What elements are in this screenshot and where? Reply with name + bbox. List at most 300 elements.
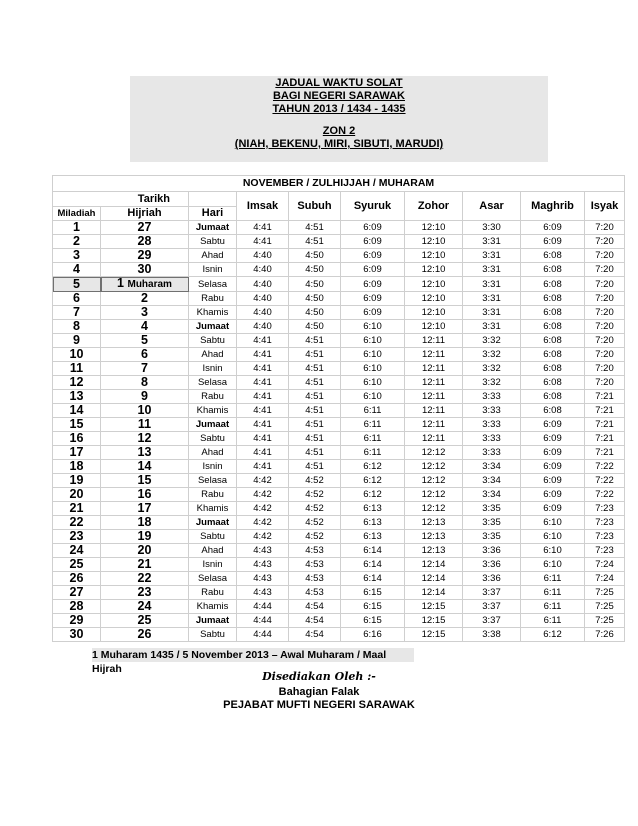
isyak-cell: 7:20: [585, 306, 625, 320]
maghrib-cell: 6:09: [521, 488, 585, 502]
syuruk-cell: 6:14: [341, 558, 405, 572]
imsak-cell: 4:41: [237, 362, 289, 376]
miladiah-cell: 19: [53, 474, 101, 488]
asar-header: Asar: [463, 192, 521, 221]
asar-cell: 3:37: [463, 614, 521, 628]
zohor-cell: 12:10: [405, 235, 463, 249]
prayer-times-table: [52, 175, 625, 642]
isyak-cell: 7:20: [585, 292, 625, 306]
title-line-1: JADUAL WAKTU SOLAT: [275, 77, 403, 89]
table-row: [53, 460, 625, 474]
hijriah-cell: [101, 277, 189, 292]
title-line-3: TAHUN 2013 / 1434 - 1435: [272, 103, 406, 115]
maghrib-cell: 6:08: [521, 320, 585, 334]
prayer-times-table-wrap: [52, 175, 624, 642]
subuh-cell: 4:52: [289, 516, 341, 530]
miladiah-cell: 24: [53, 544, 101, 558]
zohor-cell: 12:11: [405, 390, 463, 404]
isyak-header: Isyak: [585, 192, 625, 221]
isyak-cell: 7:24: [585, 572, 625, 586]
zohor-cell: 12:11: [405, 404, 463, 418]
isyak-cell: 7:25: [585, 600, 625, 614]
zohor-cell: 12:11: [405, 418, 463, 432]
table-row: [53, 432, 625, 446]
hari-cell: Sabtu: [189, 432, 237, 446]
syuruk-cell: 6:09: [341, 292, 405, 306]
department-name: Bahagian Falak: [278, 686, 360, 698]
zohor-cell: 12:14: [405, 586, 463, 600]
subuh-cell: 4:53: [289, 572, 341, 586]
subuh-cell: 4:51: [289, 348, 341, 362]
table-row: [53, 334, 625, 348]
maghrib-cell: 6:08: [521, 376, 585, 390]
hari-cell: Jumaat: [189, 221, 237, 235]
imsak-cell: 4:41: [237, 404, 289, 418]
miladiah-cell: 27: [53, 586, 101, 600]
maghrib-cell: 6:10: [521, 558, 585, 572]
imsak-cell: 4:41: [237, 460, 289, 474]
asar-cell: 3:34: [463, 474, 521, 488]
syuruk-cell: 6:11: [341, 404, 405, 418]
miladiah-cell: 21: [53, 502, 101, 516]
zohor-cell: 12:14: [405, 572, 463, 586]
imsak-header: Imsak: [237, 192, 289, 221]
zohor-cell: 12:11: [405, 432, 463, 446]
syuruk-cell: 6:15: [341, 600, 405, 614]
table-row: [53, 235, 625, 249]
isyak-cell: 7:25: [585, 614, 625, 628]
asar-cell: 3:32: [463, 376, 521, 390]
hijriah-cell: 29: [101, 249, 189, 263]
hijriah-cell: 11: [101, 418, 189, 432]
imsak-cell: 4:42: [237, 488, 289, 502]
table-row: [53, 221, 625, 235]
hijriah-cell: 16: [101, 488, 189, 502]
asar-cell: 3:33: [463, 446, 521, 460]
imsak-cell: 4:40: [237, 249, 289, 263]
hari-cell: Sabtu: [189, 628, 237, 642]
isyak-cell: 7:20: [585, 249, 625, 263]
maghrib-cell: 6:10: [521, 530, 585, 544]
miladiah-cell: 14: [53, 404, 101, 418]
syuruk-cell: 6:10: [341, 390, 405, 404]
maghrib-cell: 6:09: [521, 221, 585, 235]
imsak-cell: 4:44: [237, 614, 289, 628]
hari-cell: Rabu: [189, 390, 237, 404]
miladiah-cell: 26: [53, 572, 101, 586]
imsak-cell: 4:43: [237, 558, 289, 572]
asar-cell: 3:37: [463, 586, 521, 600]
table-row: [53, 474, 625, 488]
asar-cell: 3:35: [463, 516, 521, 530]
imsak-cell: 4:41: [237, 432, 289, 446]
hari-cell: Ahad: [189, 249, 237, 263]
hari-cell: Ahad: [189, 544, 237, 558]
imsak-cell: 4:42: [237, 516, 289, 530]
asar-cell: 3:35: [463, 502, 521, 516]
hari-cell: Rabu: [189, 292, 237, 306]
zohor-cell: 12:10: [405, 320, 463, 334]
asar-cell: 3:32: [463, 362, 521, 376]
asar-cell: 3:36: [463, 558, 521, 572]
hijriah-month: Muharam: [127, 279, 172, 290]
hari-cell: Khamis: [189, 502, 237, 516]
hijriah-cell: 23: [101, 586, 189, 600]
hari-header-spacer: [189, 192, 237, 207]
syuruk-cell: 6:15: [341, 614, 405, 628]
asar-cell: 3:31: [463, 235, 521, 249]
hijriah-cell: 13: [101, 446, 189, 460]
imsak-cell: 4:43: [237, 572, 289, 586]
table-row: [53, 488, 625, 502]
imsak-cell: 4:42: [237, 502, 289, 516]
maghrib-cell: 6:08: [521, 334, 585, 348]
table-row: [53, 558, 625, 572]
syuruk-cell: 6:10: [341, 320, 405, 334]
hari-cell: Jumaat: [189, 320, 237, 334]
zohor-cell: 12:10: [405, 277, 463, 292]
subuh-cell: 4:52: [289, 474, 341, 488]
table-row: [53, 502, 625, 516]
hijriah-cell: 30: [101, 263, 189, 277]
asar-cell: 3:33: [463, 390, 521, 404]
miladiah-cell: 5: [53, 277, 101, 292]
hari-cell: Ahad: [189, 348, 237, 362]
asar-cell: 3:36: [463, 572, 521, 586]
isyak-cell: 7:23: [585, 530, 625, 544]
table-row: [53, 586, 625, 600]
hari-cell: Jumaat: [189, 418, 237, 432]
office-name: PEJABAT MUFTI NEGERI SARAWAK: [223, 699, 415, 711]
syuruk-cell: 6:11: [341, 432, 405, 446]
miladiah-header: Miladiah: [53, 207, 101, 221]
syuruk-cell: 6:09: [341, 221, 405, 235]
isyak-cell: 7:20: [585, 334, 625, 348]
isyak-cell: 7:23: [585, 502, 625, 516]
table-row: [53, 418, 625, 432]
hijriah-cell: 8: [101, 376, 189, 390]
table-row: [53, 376, 625, 390]
maghrib-cell: 6:11: [521, 572, 585, 586]
hari-cell: Jumaat: [189, 516, 237, 530]
hijriah-cell: 9: [101, 390, 189, 404]
table-row: [53, 306, 625, 320]
hijriah-cell: 26: [101, 628, 189, 642]
maghrib-cell: 6:08: [521, 362, 585, 376]
hijriah-header: Hijriah: [101, 207, 189, 221]
syuruk-cell: 6:16: [341, 628, 405, 642]
asar-cell: 3:30: [463, 221, 521, 235]
asar-cell: 3:34: [463, 460, 521, 474]
imsak-cell: 4:40: [237, 292, 289, 306]
miladiah-cell: 10: [53, 348, 101, 362]
isyak-cell: 7:23: [585, 516, 625, 530]
isyak-cell: 7:21: [585, 418, 625, 432]
isyak-cell: 7:22: [585, 460, 625, 474]
miladiah-cell: 2: [53, 235, 101, 249]
hijriah-cell: 15: [101, 474, 189, 488]
isyak-cell: 7:21: [585, 390, 625, 404]
table-row: [53, 390, 625, 404]
hari-cell: Rabu: [189, 586, 237, 600]
zone-title: ZON 2: [322, 125, 356, 137]
maghrib-cell: 6:10: [521, 544, 585, 558]
table-row: [53, 544, 625, 558]
imsak-cell: 4:40: [237, 306, 289, 320]
imsak-cell: 4:40: [237, 263, 289, 277]
syuruk-cell: 6:09: [341, 235, 405, 249]
syuruk-cell: 6:10: [341, 362, 405, 376]
asar-cell: 3:32: [463, 334, 521, 348]
miladiah-cell: 8: [53, 320, 101, 334]
hari-cell: Isnin: [189, 460, 237, 474]
subuh-cell: 4:51: [289, 334, 341, 348]
zohor-cell: 12:13: [405, 516, 463, 530]
subuh-cell: 4:50: [289, 306, 341, 320]
maghrib-cell: 6:09: [521, 502, 585, 516]
asar-cell: 3:31: [463, 306, 521, 320]
isyak-cell: 7:20: [585, 320, 625, 334]
subuh-cell: 4:53: [289, 558, 341, 572]
hari-cell: Selasa: [189, 474, 237, 488]
isyak-cell: 7:21: [585, 404, 625, 418]
hari-cell: Sabtu: [189, 530, 237, 544]
table-row: [53, 292, 625, 306]
hari-cell: Khamis: [189, 600, 237, 614]
zohor-cell: 12:15: [405, 628, 463, 642]
zohor-cell: 12:12: [405, 446, 463, 460]
zohor-cell: 12:10: [405, 249, 463, 263]
subuh-cell: 4:50: [289, 277, 341, 292]
table-row: [53, 320, 625, 334]
subuh-cell: 4:52: [289, 502, 341, 516]
hari-cell: Sabtu: [189, 235, 237, 249]
imsak-cell: 4:43: [237, 586, 289, 600]
zohor-cell: 12:12: [405, 460, 463, 474]
imsak-cell: 4:41: [237, 418, 289, 432]
maghrib-cell: 6:11: [521, 586, 585, 600]
imsak-cell: 4:42: [237, 530, 289, 544]
imsak-cell: 4:44: [237, 600, 289, 614]
maghrib-cell: 6:08: [521, 277, 585, 292]
hijriah-cell: 25: [101, 614, 189, 628]
zohor-header: Zohor: [405, 192, 463, 221]
prepared-by-label: Disediakan Oleh :-: [262, 670, 376, 683]
asar-cell: 3:31: [463, 249, 521, 263]
hijriah-cell: 7: [101, 362, 189, 376]
awal-muharam-note: 1 Muharam 1435 / 5 November 2013 – Awal Muharam / Maal Hijrah: [92, 648, 414, 662]
subuh-cell: 4:54: [289, 628, 341, 642]
miladiah-cell: 4: [53, 263, 101, 277]
hari-cell: Isnin: [189, 263, 237, 277]
maghrib-cell: 6:09: [521, 460, 585, 474]
table-row: [53, 362, 625, 376]
isyak-cell: 7:26: [585, 628, 625, 642]
maghrib-cell: 6:11: [521, 600, 585, 614]
imsak-cell: 4:41: [237, 334, 289, 348]
isyak-cell: 7:22: [585, 488, 625, 502]
asar-cell: 3:32: [463, 348, 521, 362]
hijriah-cell: 19: [101, 530, 189, 544]
miladiah-cell: 22: [53, 516, 101, 530]
hijriah-cell: 2: [101, 292, 189, 306]
hari-cell: Selasa: [189, 376, 237, 390]
zohor-cell: 12:10: [405, 306, 463, 320]
table-row: [53, 348, 625, 362]
isyak-cell: 7:20: [585, 263, 625, 277]
zohor-cell: 12:10: [405, 292, 463, 306]
imsak-cell: 4:41: [237, 376, 289, 390]
table-row: [53, 614, 625, 628]
syuruk-cell: 6:11: [341, 446, 405, 460]
zohor-cell: 12:10: [405, 263, 463, 277]
hijriah-cell: 18: [101, 516, 189, 530]
miladiah-cell: 23: [53, 530, 101, 544]
isyak-cell: 7:20: [585, 277, 625, 292]
hari-cell: Isnin: [189, 558, 237, 572]
table-row: [53, 628, 625, 642]
hijriah-cell: 24: [101, 600, 189, 614]
syuruk-cell: 6:09: [341, 249, 405, 263]
hari-cell: Isnin: [189, 362, 237, 376]
maghrib-header: Maghrib: [521, 192, 585, 221]
subuh-cell: 4:53: [289, 586, 341, 600]
miladiah-cell: 15: [53, 418, 101, 432]
subuh-cell: 4:51: [289, 376, 341, 390]
hijriah-cell: 4: [101, 320, 189, 334]
hijriah-cell: 14: [101, 460, 189, 474]
hari-cell: Khamis: [189, 306, 237, 320]
syuruk-cell: 6:10: [341, 376, 405, 390]
syuruk-cell: 6:09: [341, 306, 405, 320]
isyak-cell: 7:25: [585, 586, 625, 600]
zohor-cell: 12:12: [405, 488, 463, 502]
isyak-cell: 7:23: [585, 544, 625, 558]
maghrib-cell: 6:09: [521, 235, 585, 249]
maghrib-cell: 6:08: [521, 404, 585, 418]
hari-cell: Selasa: [189, 277, 237, 292]
hari-cell: Rabu: [189, 488, 237, 502]
imsak-cell: 4:42: [237, 474, 289, 488]
miladiah-cell: 29: [53, 614, 101, 628]
asar-cell: 3:33: [463, 418, 521, 432]
subuh-cell: 4:51: [289, 362, 341, 376]
maghrib-cell: 6:08: [521, 249, 585, 263]
asar-cell: 3:33: [463, 432, 521, 446]
miladiah-cell: 11: [53, 362, 101, 376]
subuh-header: Subuh: [289, 192, 341, 221]
subuh-cell: 4:50: [289, 320, 341, 334]
subuh-cell: 4:54: [289, 614, 341, 628]
zone-areas: (NIAH, BEKENU, MIRI, SIBUTI, MARUDI): [234, 138, 444, 150]
table-row: [53, 249, 625, 263]
hijriah-day: 1: [117, 276, 124, 290]
imsak-cell: 4:41: [237, 390, 289, 404]
maghrib-cell: 6:08: [521, 348, 585, 362]
miladiah-cell: 25: [53, 558, 101, 572]
syuruk-cell: 6:13: [341, 502, 405, 516]
hijriah-cell: 6: [101, 348, 189, 362]
zohor-cell: 12:10: [405, 221, 463, 235]
syuruk-cell: 6:13: [341, 516, 405, 530]
maghrib-cell: 6:09: [521, 432, 585, 446]
syuruk-cell: 6:09: [341, 277, 405, 292]
miladiah-cell: 30: [53, 628, 101, 642]
tarikh-header: Tarikh: [53, 192, 189, 207]
maghrib-cell: 6:08: [521, 292, 585, 306]
zohor-cell: 12:13: [405, 544, 463, 558]
syuruk-cell: 6:15: [341, 586, 405, 600]
syuruk-cell: 6:12: [341, 474, 405, 488]
subuh-cell: 4:52: [289, 530, 341, 544]
isyak-cell: 7:20: [585, 235, 625, 249]
table-row: [53, 277, 625, 292]
zohor-cell: 12:11: [405, 334, 463, 348]
table-row: [53, 404, 625, 418]
hari-cell: Sabtu: [189, 334, 237, 348]
zohor-cell: 12:12: [405, 502, 463, 516]
asar-cell: 3:35: [463, 530, 521, 544]
subuh-cell: 4:51: [289, 390, 341, 404]
table-row: [53, 516, 625, 530]
subuh-cell: 4:51: [289, 446, 341, 460]
hijriah-cell: 22: [101, 572, 189, 586]
hari-header: Hari: [189, 207, 237, 221]
subuh-cell: 4:54: [289, 600, 341, 614]
miladiah-cell: 13: [53, 390, 101, 404]
syuruk-cell: 6:10: [341, 348, 405, 362]
imsak-cell: 4:41: [237, 221, 289, 235]
hari-cell: Ahad: [189, 446, 237, 460]
hijriah-cell: 5: [101, 334, 189, 348]
isyak-cell: 7:24: [585, 558, 625, 572]
syuruk-cell: 6:10: [341, 334, 405, 348]
maghrib-cell: 6:08: [521, 263, 585, 277]
miladiah-cell: 6: [53, 292, 101, 306]
hijriah-cell: 12: [101, 432, 189, 446]
hijriah-cell: 3: [101, 306, 189, 320]
table-row: [53, 572, 625, 586]
syuruk-cell: 6:09: [341, 263, 405, 277]
isyak-cell: 7:20: [585, 221, 625, 235]
title-block: [130, 76, 548, 162]
imsak-cell: 4:43: [237, 544, 289, 558]
syuruk-header: Syuruk: [341, 192, 405, 221]
miladiah-cell: 20: [53, 488, 101, 502]
maghrib-cell: 6:08: [521, 390, 585, 404]
maghrib-cell: 6:09: [521, 446, 585, 460]
imsak-cell: 4:41: [237, 446, 289, 460]
hari-cell: Selasa: [189, 572, 237, 586]
subuh-cell: 4:50: [289, 292, 341, 306]
asar-cell: 3:31: [463, 263, 521, 277]
asar-cell: 3:38: [463, 628, 521, 642]
imsak-cell: 4:41: [237, 348, 289, 362]
table-row: [53, 446, 625, 460]
imsak-cell: 4:40: [237, 320, 289, 334]
asar-cell: 3:31: [463, 320, 521, 334]
zohor-cell: 12:11: [405, 348, 463, 362]
miladiah-cell: 28: [53, 600, 101, 614]
asar-cell: 3:36: [463, 544, 521, 558]
subuh-cell: 4:53: [289, 544, 341, 558]
title-line-2: BAGI NEGERI SARAWAK: [272, 90, 405, 102]
subuh-cell: 4:50: [289, 249, 341, 263]
zohor-cell: 12:15: [405, 600, 463, 614]
miladiah-cell: 12: [53, 376, 101, 390]
syuruk-cell: 6:11: [341, 418, 405, 432]
subuh-cell: 4:51: [289, 418, 341, 432]
